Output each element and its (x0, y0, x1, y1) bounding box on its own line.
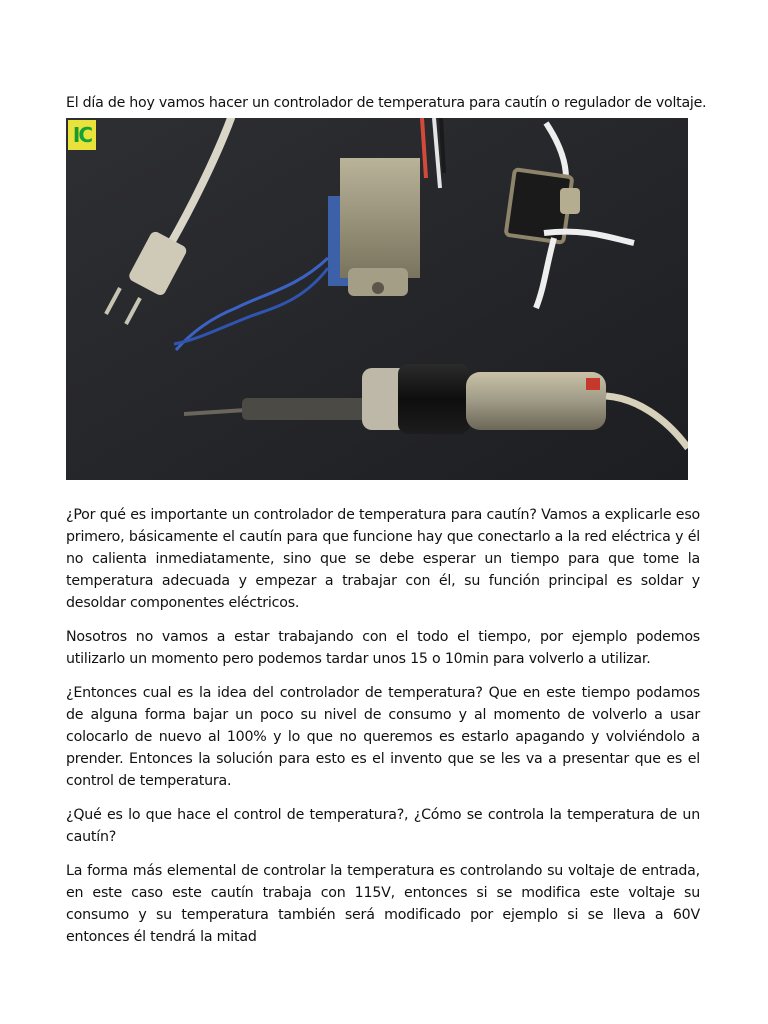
logo-badge: IC (68, 120, 96, 150)
paragraph-2: Nosotros no vamos a estar trabajando con el todo el tiempo, por ejemplo podemos utilizarlo un momento pero podemos tardar unos 15 o 10min para volverlo a utilizar. (66, 629, 700, 667)
intro-text: El día de hoy vamos hacer un controlador de temperatura para cautín o regulador de voltaje. (66, 95, 707, 111)
paragraph-1: ¿Por qué es importante un controlador de temperatura para cautín? Vamos a explicarle eso primero, básicamente el cautín para que funcione hay que conectarlo a la red eléctrica y él no calienta inmediatamente, sino que se debe esperar un tiempo para que tome la temperatura adecuada y empezar a trabajar con él, su función principal es soldar y desoldar componentes eléctricos. (66, 507, 700, 611)
paragraph-4: ¿Qué es lo que hace el control de temperatura?, ¿Cómo se controla la temperatura de un cautín? (66, 807, 700, 845)
paragraph-3: ¿Entonces cual es la idea del controlador de temperatura? Que en este tiempo podamos de alguna forma bajar un poco su nivel de consumo y al momento de volverlo a usar colocarlo de nuevo al 100% y lo que no queremos es estarlo apagando y volviéndolo a prender. Entonces la solución para esto es el invento que se les va a presentar que es el control de temperatura. (66, 685, 700, 789)
article-body (66, 504, 700, 948)
paragraph-5: La forma más elemental de controlar la temperatura es controlando su voltaje de entrada, en este caso este cautín trabaja con 115V, entonces si se modifica este voltaje su consumo y su temperatura también será modificado por ejemplo si se lleva a 60V entonces él tendrá la mitad (66, 863, 700, 945)
photo-illustration (66, 118, 688, 480)
document-page (66, 92, 707, 960)
soldering-iron-photo (66, 118, 688, 480)
